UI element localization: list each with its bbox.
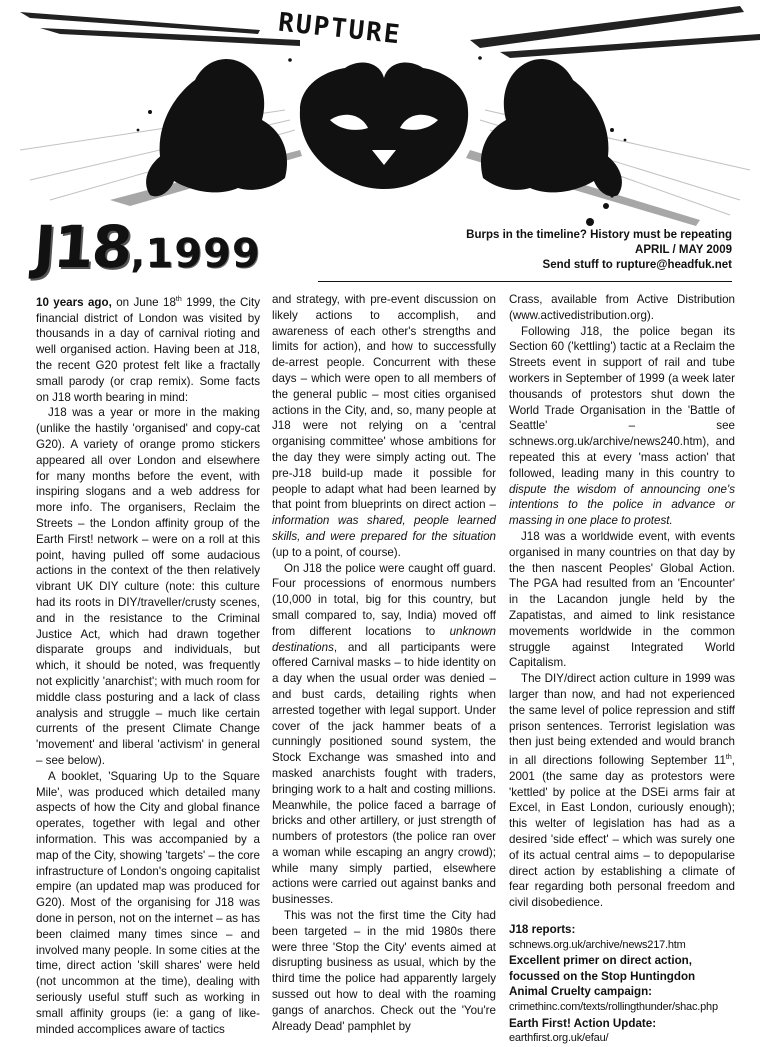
text: (up to a point, of course). <box>272 545 401 559</box>
tagline: Burps in the timeline? History must be repeating <box>466 229 732 241</box>
superscript: th <box>175 296 182 303</box>
rupture-logo: RUPTURE <box>276 7 403 51</box>
text: On J18 the police were caught off guard. Four processions of enormous numbers (10,000 in total, big for this country, but small compared to, say, India) moved off from different locations to <box>272 561 496 638</box>
paragraph: A booklet, 'Squaring Up to the Square Mile', was produced which detailed many aspects of how the City and global finance operates, together with legal and other information. This was accompanied by a map of the City, showing 'targets' – the core infrastructure of London's ongoing capitalist empire (an updated map was produced for G20). Most of the organising for J18 was done in person, not on the internet – as has been claimed many times since – and involved many people. In some cities at the time, direct action 'skill shares' were held (not uncommon at the time), dealing with seriously useful stuff such as working in small affinity groups (ie: a gang of like-minded accomplices aware of tactics <box>36 769 260 1036</box>
text: , and all participants were offered Carnival masks – to hide identity on a day when the usual order was denied – and bust cards, detailing rights when arrested together with legal support. Under cover of the jack hammer beats of a cunningly positioned sound system, the Stock Exchange was smashed into and masked anarchists fought with traders, bringing work to a halt and costing millions. Meanwhile, the police faced a barrage of bricks and other artillery, or just strength of numbers of protestors (the police ran over a woman while escaping an angry crowd); while many simply partied, elsewhere actions were carried out against banks and businesses. <box>272 640 496 907</box>
paragraph <box>509 324 735 529</box>
paragraph: This was not the first time the City had been targeted – in the mid 1980s there were three 'Stop the City' events aimed at disrupting business as usual, which by the third time the police had apparently largely sussed out how to deal with the roaming gangs of anarchos. Check out the 'You're Already Dead' pamphlet by <box>272 909 496 1033</box>
emphasis: information was shared, people learned skills, and were prepared for the situation <box>272 514 496 543</box>
paragraph: Crass, available from Active Distribution (www.activedistribution.org). <box>509 293 735 322</box>
masthead <box>0 0 768 240</box>
column-1 <box>36 292 260 1037</box>
issue-date: APRIL / MAY 2009 <box>635 244 732 256</box>
paragraph <box>36 292 260 405</box>
text: Following J18, the police began its Section 60 ('kettling') tactic at a Reclaim the Streets event in support of rail and tube workers in September of 1999 (a week later thousands of protestors shut down the World Trade Organisation in the 'Battle of Seattle' – see schnews.org.uk/archive/news240.htm), and repeated this at every 'mass action' that followed, leading many in this country to <box>509 324 735 480</box>
column-3 <box>509 292 735 1047</box>
title-year: 1999 <box>145 231 261 277</box>
report-heading: J18 reports: <box>509 922 576 936</box>
text: and strategy, with pre-event discussion on likely actions to accomplish, and awareness of each other's strengths and limits for action), and how to successfully de-arrest people. Concurrent with these days – which were open to all members of the general public – most cities organised actions in the City, and, so, many people at J18 were not relying on a 'central organising committee' whose ambitions for the day they were simply acting out. The pre-J18 build-up made it possible for people to adapt what had been learned by that point from blueprints on direct action – <box>272 293 496 512</box>
title-comma: , <box>130 231 146 277</box>
paragraph <box>272 292 496 561</box>
issue-info <box>466 228 732 273</box>
report-heading: Earth First! Action Update: <box>509 1016 657 1030</box>
emphasis: unknown destinations <box>272 624 496 654</box>
report-link[interactable]: earthfirst.org.uk/efau/ <box>509 1032 609 1045</box>
text: , 2001 (the same day as protestors were 'kettled' by police at the DSEi arms fair at Excel, in East London, curiously enough); this welter of legislation has had as a desired 'side effect' – which was surely one of its actual central aims – to depopularise direct action by establishing a climate of fear regarding both personal freedom and civil disobedience. <box>509 753 735 910</box>
emphasis: dispute the wisdom of announcing one's intentions to the police in advance or massing in one place to protest. <box>509 482 735 528</box>
text: 1999, the City financial district of London was visited by thousands in a day of carnival rioting and well organised action. Having been at J18, the recent G20 protest felt like a fractally small parody (or crap remix). Some facts on J18 worth bearing in mind: <box>36 295 260 404</box>
text: on June 18 <box>111 295 176 309</box>
header-rule <box>318 281 732 282</box>
contact-line: Send stuff to rupture@headfuk.net <box>542 259 732 271</box>
report-link[interactable]: schnews.org.uk/archive/news217.htm <box>509 938 686 951</box>
report-link[interactable]: crimethinc.com/texts/rollingthunder/shac.php <box>509 1000 718 1013</box>
column-2 <box>272 292 496 1034</box>
paragraph <box>509 671 735 911</box>
lead-in: 10 years ago, <box>36 295 112 309</box>
report-heading: Excellent primer on direct action, focussed on the Stop Huntingdon Animal Cruelty campaign: <box>509 954 696 999</box>
paragraph: J18 was a year or more in the making (unlike the hastily 'organised' and copy-cat G20). A variety of orange promo stickers appeared all over London and elsewhere for many months before the event, with inspiring slogans and a web address for more info. The organisers, Reclaim the Streets – the London affinity group of the Earth First! network – were on a roll at this point, having pulled off some audacious actions in the context of the then relatively vibrant UK DIY culture (note: this culture had its roots in DIY/traveller/crusty scenes, and in the resistance to the Criminal Justice Act, which had drawn together disparate groups and individuals, but which, it should be noted, was frequently not explicitly 'anarchist'; with much room for middle class posturing and a lack of class analysis and struggle – much like certain currents of the present Climate Change 'movement' and liberal 'activism' in general – see below). <box>36 406 260 767</box>
page-title <box>31 213 261 281</box>
paragraph: J18 was a worldwide event, with events organised in many countries on that day by the then nascent Peoples' Global Action. The PGA had resulted from an 'Encounter' in the Lacandon jungle held by the Zapatistas, and aimed to link resistance movements worldwide in the common struggle against Integrated World Capitalism. <box>509 529 735 670</box>
reports-list <box>509 922 735 1047</box>
text: The DIY/direct action culture in 1999 was larger than now, and had not experienced the same level of police repression and stiff prison sentences. Terrorist legislation was then just being extended and would branch in all directions following September 11 <box>509 672 735 767</box>
superscript: th <box>725 754 732 762</box>
title-main: J18 <box>31 213 133 281</box>
paragraph <box>272 561 496 909</box>
